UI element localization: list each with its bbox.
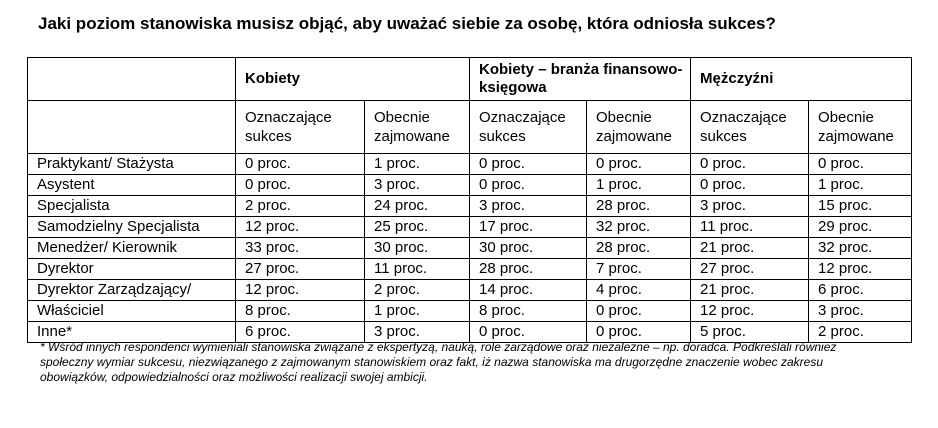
survey-table xyxy=(27,57,912,343)
value-cell: 17 proc. xyxy=(470,217,587,238)
group-header-row xyxy=(28,58,912,101)
value-cell: 2 proc. xyxy=(809,322,912,343)
group-header-kobiety-finanse: Kobiety – branża finansowo-księgowa xyxy=(470,58,691,101)
table-row xyxy=(28,301,912,322)
value-cell: 0 proc. xyxy=(691,154,809,175)
value-cell: 0 proc. xyxy=(470,175,587,196)
value-cell: 8 proc. xyxy=(236,301,365,322)
table-row xyxy=(28,259,912,280)
value-cell: 28 proc. xyxy=(470,259,587,280)
subheader-cell: Obecnie zajmowane xyxy=(809,101,912,154)
value-cell: 11 proc. xyxy=(365,259,470,280)
value-cell: 5 proc. xyxy=(691,322,809,343)
table-body xyxy=(28,154,912,343)
table-row xyxy=(28,238,912,259)
value-cell: 21 proc. xyxy=(691,238,809,259)
row-label: Dyrektor Zarządzający/ xyxy=(28,280,236,301)
value-cell: 32 proc. xyxy=(587,217,691,238)
value-cell: 0 proc. xyxy=(587,301,691,322)
row-label: Samodzielny Specjalista xyxy=(28,217,236,238)
row-label: Specjalista xyxy=(28,196,236,217)
value-cell: 1 proc. xyxy=(587,175,691,196)
row-label: Asystent xyxy=(28,175,236,196)
value-cell: 12 proc. xyxy=(809,259,912,280)
value-cell: 2 proc. xyxy=(236,196,365,217)
value-cell: 0 proc. xyxy=(691,175,809,196)
row-label: Właściciel xyxy=(28,301,236,322)
subheader-corner-cell xyxy=(28,101,236,154)
row-label: Praktykant/ Stażysta xyxy=(28,154,236,175)
row-label: Dyrektor xyxy=(28,259,236,280)
value-cell: 25 proc. xyxy=(365,217,470,238)
group-header-mezczyzni: Mężczyźni xyxy=(691,58,912,101)
subheader-cell: Oznaczające sukces xyxy=(236,101,365,154)
value-cell: 24 proc. xyxy=(365,196,470,217)
table-row xyxy=(28,154,912,175)
value-cell: 30 proc. xyxy=(470,238,587,259)
subheader-cell: Obecnie zajmowane xyxy=(587,101,691,154)
corner-cell xyxy=(28,58,236,101)
table-row xyxy=(28,196,912,217)
value-cell: 3 proc. xyxy=(809,301,912,322)
footnote: * Wśród innych respondenci wymieniali stanowiska związane z ekspertyzą, nauką, role zarządowe oraz niezależne – np. doradca. Podkreślali również społeczny wymiar sukcesu, niezwiązanego z zajmowanym stanowiskiem oraz fakt, iż nazwa stanowiska ma drugorzędne znaczenie wobec zakresu obowiązków, odpowiedzialności oraz możliwości realizacji swojej ambicji. xyxy=(40,340,837,384)
value-cell: 6 proc. xyxy=(809,280,912,301)
value-cell: 0 proc. xyxy=(470,154,587,175)
value-cell: 0 proc. xyxy=(236,154,365,175)
value-cell: 21 proc. xyxy=(691,280,809,301)
value-cell: 12 proc. xyxy=(236,280,365,301)
value-cell: 1 proc. xyxy=(365,301,470,322)
value-cell: 3 proc. xyxy=(691,196,809,217)
value-cell: 0 proc. xyxy=(809,154,912,175)
value-cell: 2 proc. xyxy=(365,280,470,301)
value-cell: 32 proc. xyxy=(809,238,912,259)
value-cell: 4 proc. xyxy=(587,280,691,301)
value-cell: 0 proc. xyxy=(236,175,365,196)
subheader-cell: Oznaczające sukces xyxy=(470,101,587,154)
value-cell: 8 proc. xyxy=(470,301,587,322)
value-cell: 27 proc. xyxy=(691,259,809,280)
value-cell: 11 proc. xyxy=(691,217,809,238)
value-cell: 0 proc. xyxy=(587,322,691,343)
value-cell: 1 proc. xyxy=(809,175,912,196)
value-cell: 3 proc. xyxy=(470,196,587,217)
value-cell: 0 proc. xyxy=(470,322,587,343)
value-cell: 14 proc. xyxy=(470,280,587,301)
subheader-cell: Obecnie zajmowane xyxy=(365,101,470,154)
subheader-cell: Oznaczające sukces xyxy=(691,101,809,154)
table-row xyxy=(28,280,912,301)
page-title: Jaki poziom stanowiska musisz objąć, aby uważać siebie za osobę, która odniosła sukces? xyxy=(38,14,776,33)
value-cell: 1 proc. xyxy=(365,154,470,175)
value-cell: 27 proc. xyxy=(236,259,365,280)
value-cell: 12 proc. xyxy=(236,217,365,238)
value-cell: 6 proc. xyxy=(236,322,365,343)
value-cell: 15 proc. xyxy=(809,196,912,217)
value-cell: 0 proc. xyxy=(587,154,691,175)
value-cell: 3 proc. xyxy=(365,322,470,343)
value-cell: 28 proc. xyxy=(587,196,691,217)
value-cell: 3 proc. xyxy=(365,175,470,196)
table-row xyxy=(28,175,912,196)
value-cell: 12 proc. xyxy=(691,301,809,322)
value-cell: 30 proc. xyxy=(365,238,470,259)
subheader-row xyxy=(28,101,912,154)
value-cell: 7 proc. xyxy=(587,259,691,280)
value-cell: 28 proc. xyxy=(587,238,691,259)
group-header-kobiety: Kobiety xyxy=(236,58,470,101)
table-row xyxy=(28,217,912,238)
row-label: Inne* xyxy=(28,322,236,343)
value-cell: 33 proc. xyxy=(236,238,365,259)
value-cell: 29 proc. xyxy=(809,217,912,238)
row-label: Menedżer/ Kierownik xyxy=(28,238,236,259)
